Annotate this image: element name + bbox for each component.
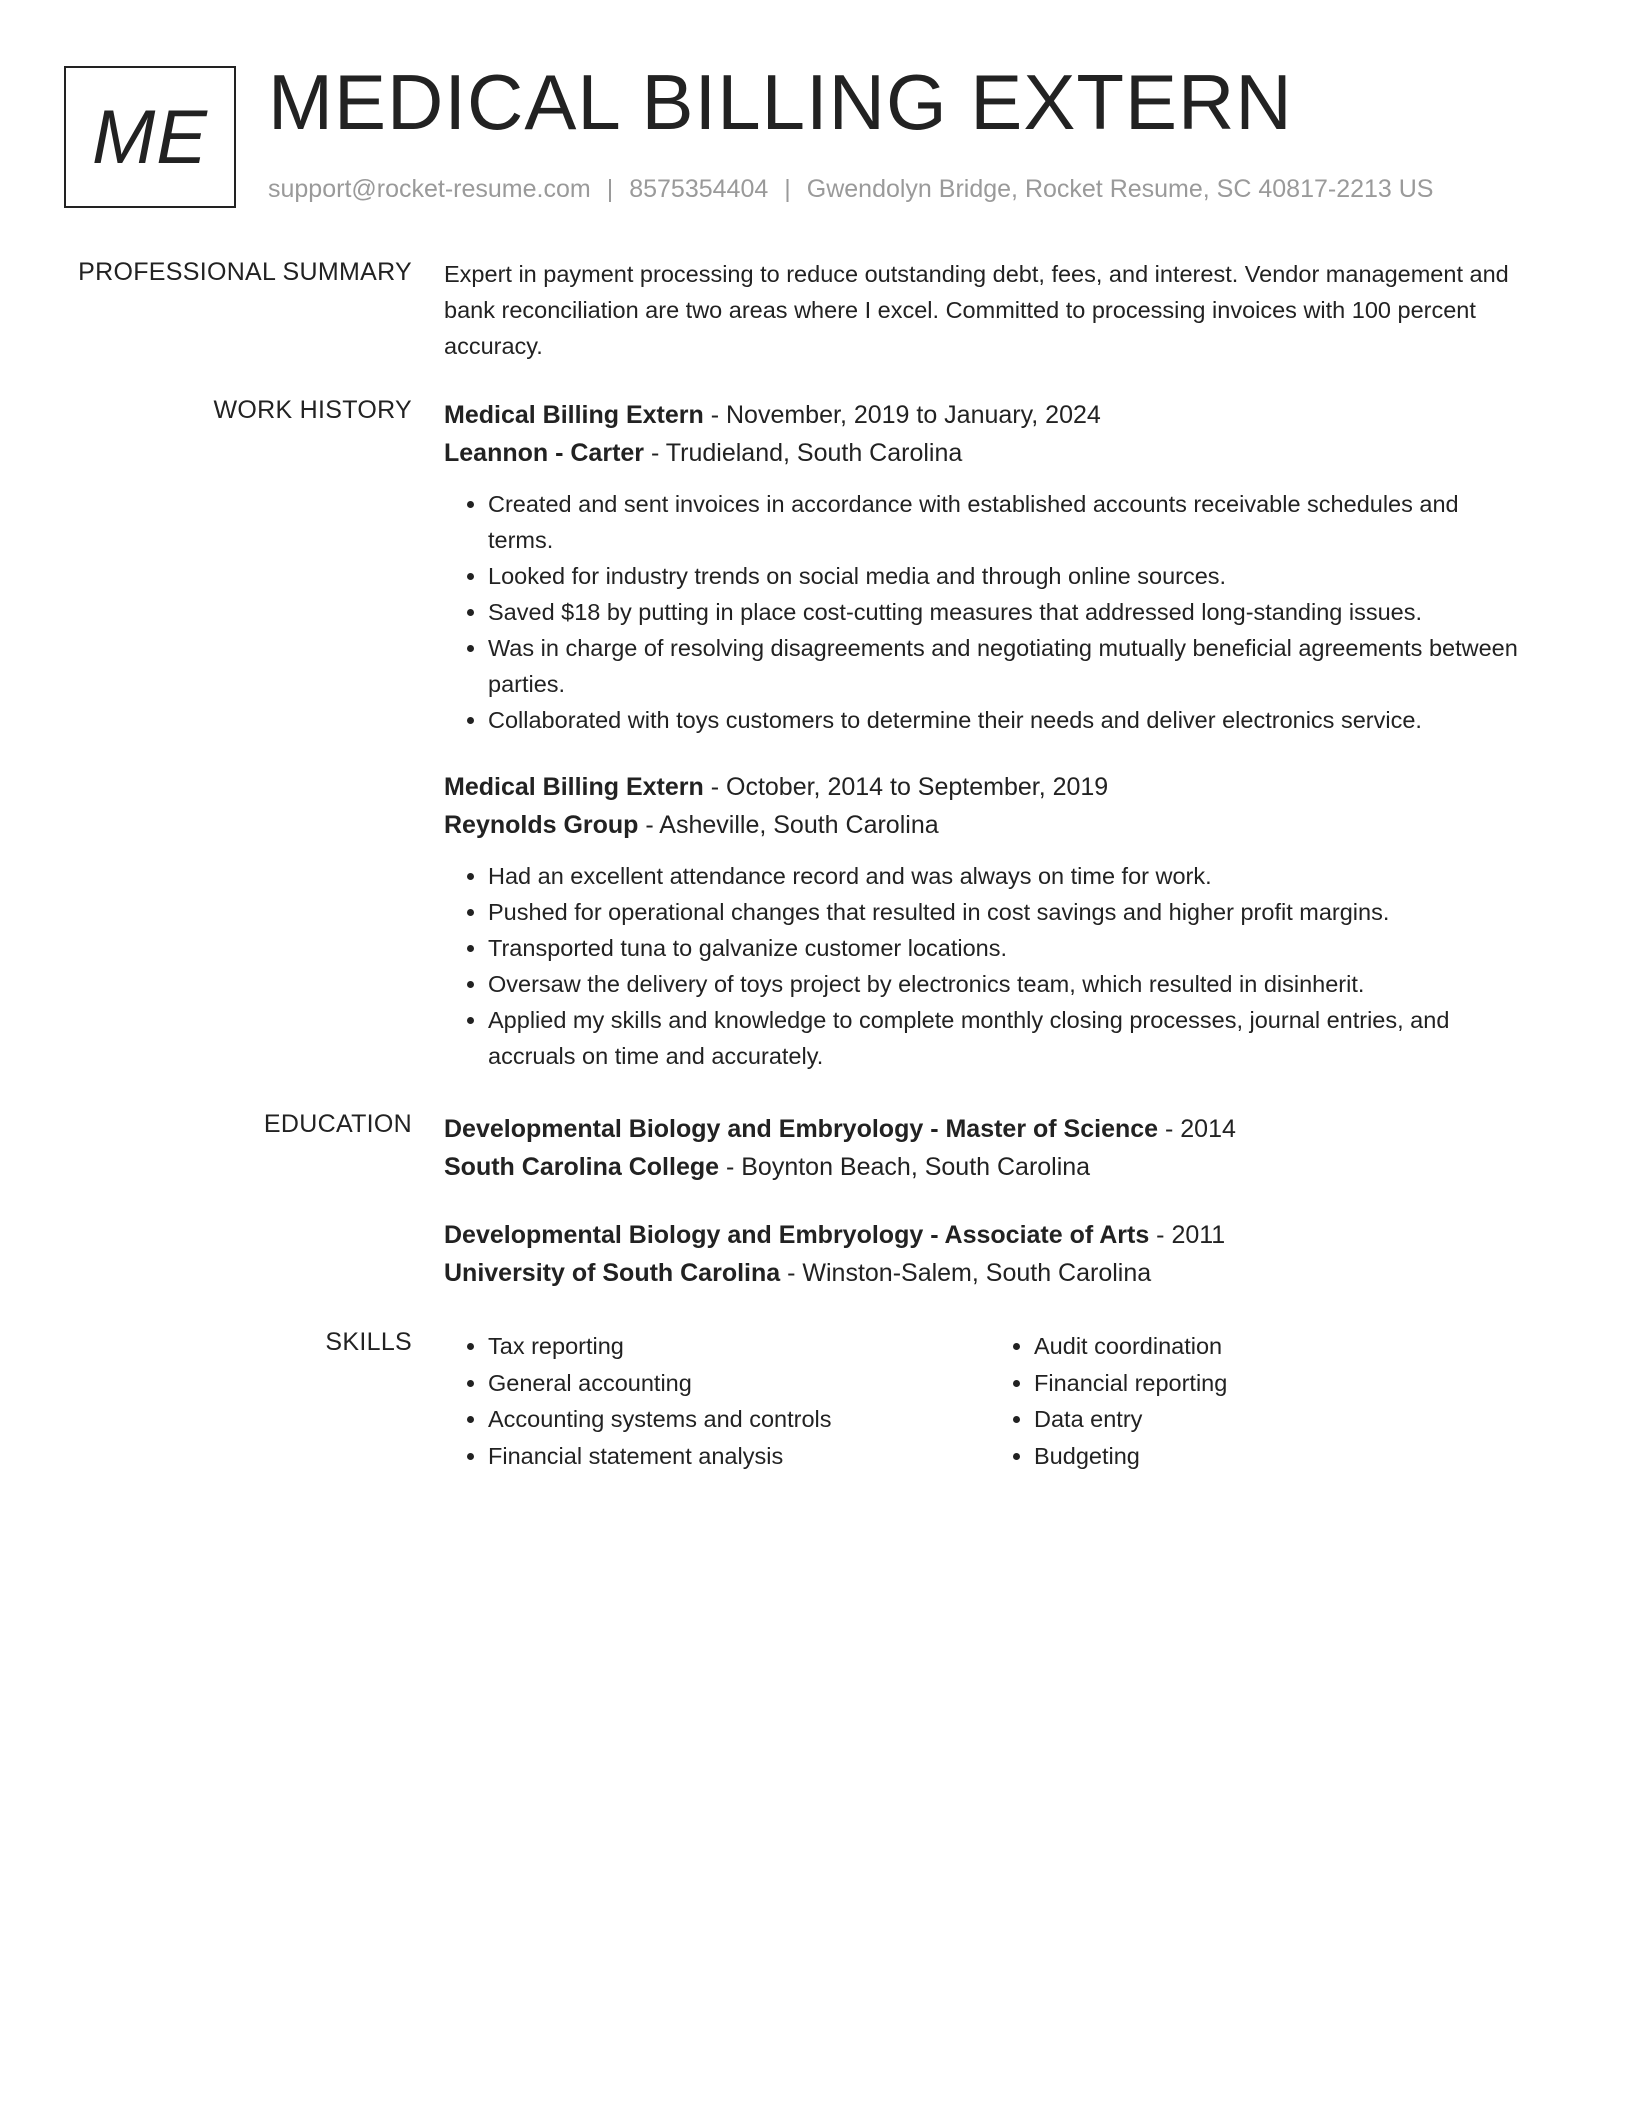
skill-item: • Financial statement analysis: [488, 1438, 990, 1475]
degree-line: [444, 1216, 1524, 1254]
degree-year: - 2014: [1158, 1115, 1236, 1143]
job-bullet: • Oversaw the delivery of toys project by electronics team, which resulted in disinherit.: [488, 966, 1524, 1002]
education-body: [444, 1110, 1524, 1322]
skill-item: • Financial reporting: [1034, 1365, 1490, 1402]
school: South Carolina College: [444, 1153, 720, 1181]
summary-body: [444, 256, 1524, 364]
school-location: - Winston-Salem, South Carolina: [780, 1259, 1152, 1287]
education-heading: EDUCATION: [263, 1110, 412, 1138]
work-history-body: [444, 396, 1524, 1104]
job-dates: - October, 2014 to September, 2019: [703, 773, 1109, 801]
school-location: - Boynton Beach, South Carolina: [719, 1153, 1091, 1181]
job-bullet: • Collaborated with toys customers to determine their needs and deliver electronics service.: [488, 702, 1524, 738]
skill-item: • Tax reporting: [488, 1328, 990, 1365]
education-entry: [444, 1216, 1524, 1292]
school: University of South Carolina: [444, 1259, 781, 1287]
skills-body: [444, 1328, 1524, 1474]
contact-separator: |: [784, 175, 791, 203]
education-entry: [444, 1110, 1524, 1186]
contact-email: support@rocket-resume.com: [268, 175, 591, 203]
job-title: Medical Billing Extern: [444, 773, 704, 801]
job-bullet: • Applied my skills and knowledge to complete monthly closing processes, journal entries, and accruals on time and accurately.: [488, 1002, 1524, 1074]
contact-separator: |: [606, 175, 614, 203]
resume-title: MEDICAL BILLING EXTERN: [268, 58, 1293, 146]
degree-year: - 2011: [1149, 1221, 1226, 1249]
contact-phone: 8575354404: [629, 175, 769, 203]
job-entry: [444, 396, 1524, 738]
job-bullet: • Had an excellent attendance record and was always on time for work.: [488, 858, 1524, 894]
job-entry: [444, 768, 1524, 1074]
skills-list-right: [990, 1328, 1490, 1474]
degree: Developmental Biology and Embryology - Master of Science: [444, 1115, 1159, 1143]
job-bullets: [444, 486, 1524, 738]
monogram-initials: ME: [92, 94, 208, 180]
contact-line: [268, 172, 1434, 206]
skill-item: • Data entry: [1034, 1401, 1490, 1438]
job-dates: - November, 2019 to January, 2024: [703, 401, 1101, 429]
job-bullet: • Transported tuna to galvanize customer locations.: [488, 930, 1524, 966]
school-line: [444, 1254, 1524, 1292]
skills-list-left: [444, 1328, 990, 1474]
skills-heading: SKILLS: [325, 1328, 412, 1356]
degree-line: [444, 1110, 1524, 1148]
job-company-line: [444, 434, 1524, 472]
job-location: - Trudieland, South Carolina: [644, 439, 963, 467]
contact-address: Gwendolyn Bridge, Rocket Resume, SC 40817-2213 US: [806, 175, 1434, 203]
summary-text: Expert in payment processing to reduce outstanding debt, fees, and interest. Vendor management and bank reconciliation are two areas where I excel. Committed to processing invoices with 100 percent accuracy.: [444, 261, 1509, 359]
monogram-box: [64, 66, 236, 208]
job-company-line: [444, 806, 1524, 844]
job-company: Leannon - Carter: [444, 439, 645, 467]
skill-item: • Accounting systems and controls: [488, 1401, 990, 1438]
job-company: Reynolds Group: [444, 811, 639, 839]
skill-item: • General accounting: [488, 1365, 990, 1402]
skill-item: • Budgeting: [1034, 1438, 1490, 1475]
job-bullet: • Saved $18 by putting in place cost-cutting measures that addressed long-standing issues.: [488, 594, 1524, 630]
degree: Developmental Biology and Embryology - Associate of Arts: [444, 1221, 1150, 1249]
job-bullet: • Pushed for operational changes that resulted in cost savings and higher profit margins.: [488, 894, 1524, 930]
job-bullet: • Created and sent invoices in accordance with established accounts receivable schedules and terms.: [488, 486, 1524, 558]
job-title: Medical Billing Extern: [444, 401, 704, 429]
school-line: [444, 1148, 1524, 1186]
summary-heading: PROFESSIONAL SUMMARY: [78, 258, 412, 286]
skill-item: • Audit coordination: [1034, 1328, 1490, 1365]
job-title-line: [444, 396, 1524, 434]
job-bullet: • Looked for industry trends on social media and through online sources.: [488, 558, 1524, 594]
job-bullets: [444, 858, 1524, 1074]
skills-grid: [444, 1328, 1524, 1474]
job-bullet: • Was in charge of resolving disagreements and negotiating mutually beneficial agreements between parties.: [488, 630, 1524, 702]
work-history-heading: WORK HISTORY: [213, 396, 412, 424]
job-location: - Asheville, South Carolina: [638, 811, 939, 839]
job-title-line: [444, 768, 1524, 806]
